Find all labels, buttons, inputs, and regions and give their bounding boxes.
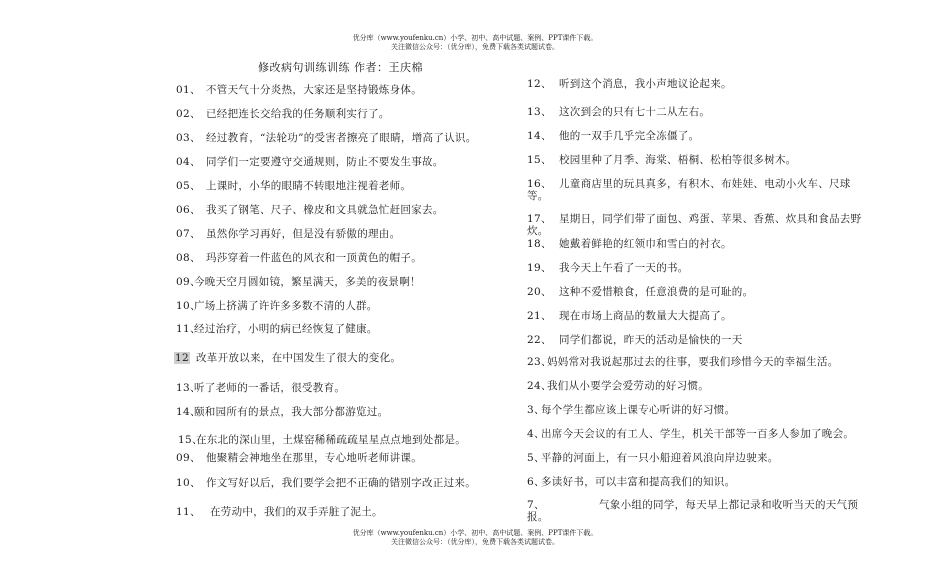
item-text: 上课时，小华的眼睛不转眼地注视着老师。 bbox=[206, 180, 412, 192]
list-item bbox=[527, 380, 709, 392]
list-item bbox=[527, 356, 839, 368]
item-text: 在劳动中，我们的双手弄脏了泥土。 bbox=[210, 506, 383, 518]
item-text: 改革开放以来，在中国发生了很大的变化。 bbox=[195, 352, 402, 364]
item-text: 这种不爱惜粮食，任意浪费的是可耻的。 bbox=[559, 286, 754, 298]
list-item bbox=[174, 352, 401, 364]
item-text: 广场上挤满了许许多多数不清的人群。 bbox=[194, 300, 378, 312]
list-item bbox=[176, 108, 390, 120]
item-text: 作文写好以后，我们要学会把不正确的错别字改正过来。 bbox=[206, 477, 476, 489]
list-item bbox=[176, 252, 422, 264]
item-text: 平静的河面上，有一只小船迎着风浪向岸边驶来。 bbox=[541, 452, 779, 464]
item-number: 08、 bbox=[176, 252, 201, 264]
item-number: 6、 bbox=[527, 476, 545, 488]
list-item bbox=[176, 276, 421, 288]
list-item bbox=[527, 130, 699, 142]
page-header bbox=[0, 34, 950, 52]
item-number: 22、 bbox=[527, 334, 552, 346]
item-number: 23、 bbox=[527, 356, 552, 368]
item-number: 01、 bbox=[176, 84, 201, 96]
item-text: 今晚天空月圆如镜，繁星满天，多美的夜景啊！ bbox=[194, 276, 421, 288]
item-text: 不管天气十分炎热，大家还是坚持锻炼身体。 bbox=[206, 84, 422, 96]
list-item bbox=[527, 404, 735, 416]
item-number: 12、 bbox=[527, 78, 552, 90]
item-number: 09、 bbox=[176, 276, 201, 288]
item-text: 他聚精会神地坐在那里，专心地听老师讲课。 bbox=[206, 452, 422, 464]
list-item bbox=[178, 434, 466, 446]
item-text: 已经把连长交给我的任务顺利实行了。 bbox=[206, 108, 390, 120]
list-item bbox=[176, 204, 444, 216]
item-number: 10、 bbox=[176, 477, 201, 489]
item-text: 气象小组的同学，每天早上都记录和收听当天的天气预报。 bbox=[527, 499, 859, 523]
list-item bbox=[176, 477, 476, 489]
list-item bbox=[527, 154, 797, 166]
list-item bbox=[176, 406, 388, 418]
item-text: 多读好书，可以丰富和提高我们的知识。 bbox=[541, 476, 736, 488]
item-text: 现在市场上商品的数量大大提高了。 bbox=[559, 310, 732, 322]
list-item bbox=[527, 178, 872, 202]
item-number: 18、 bbox=[527, 238, 552, 250]
list-item bbox=[527, 286, 753, 298]
item-number: 13、 bbox=[527, 106, 552, 118]
item-number: 11、 bbox=[176, 323, 201, 335]
item-text: 我们从小要学会爱劳动的好习惯。 bbox=[547, 380, 709, 392]
item-text: 经过教育，“法轮功”的受害者擦亮了眼睛，增高了认识。 bbox=[206, 132, 477, 144]
list-item bbox=[527, 78, 732, 90]
item-text: 星期日，同学们带了面包、鸡蛋、苹果、香蕉、炊具和食品去野炊。 bbox=[527, 213, 862, 237]
item-text: 听到这个消息，我小声地议论起来。 bbox=[559, 78, 732, 90]
list-item bbox=[527, 452, 779, 464]
item-text: 他的一双手几乎完全冻僵了。 bbox=[559, 130, 700, 142]
item-text: 儿童商店里的玩具真多，有积木、布娃娃、电动小火车、尺球等。 bbox=[527, 178, 851, 202]
item-number: 16、 bbox=[527, 178, 552, 190]
item-text: 妈妈常对我说起那过去的往事，要我们珍惜今天的幸福生活。 bbox=[547, 356, 839, 368]
item-number: 21、 bbox=[527, 310, 552, 322]
item-number: 09、 bbox=[176, 452, 201, 464]
item-text: 听了老师的一番话，很受教育。 bbox=[194, 382, 346, 394]
item-number: 07、 bbox=[176, 228, 201, 240]
item-text: 颐和园所有的景点，我大部分都游览过。 bbox=[194, 406, 389, 418]
item-number: 11、 bbox=[176, 506, 201, 518]
item-number: 19、 bbox=[527, 262, 552, 274]
list-item bbox=[176, 382, 345, 394]
list-item bbox=[176, 300, 378, 312]
item-text: 我买了钢笔、尺子、橡皮和文具就急忙赶回家去。 bbox=[206, 204, 444, 216]
item-number: 04、 bbox=[176, 156, 201, 168]
item-number: 06、 bbox=[176, 204, 201, 216]
item-text: 她戴着鲜艳的红领巾和雪白的衬衣。 bbox=[559, 238, 732, 250]
list-item bbox=[176, 180, 411, 192]
list-item bbox=[176, 156, 444, 168]
list-item bbox=[527, 476, 735, 488]
list-item bbox=[176, 132, 477, 144]
list-item bbox=[527, 262, 689, 274]
item-number: 5、 bbox=[527, 452, 545, 464]
item-number: 13、 bbox=[176, 382, 201, 394]
header-line-2: 关注微信公众号：（优分库），免费下载各类试题试卷。 bbox=[391, 43, 559, 51]
item-text: 这次到会的只有七十二从左右。 bbox=[559, 106, 711, 118]
item-number: 20、 bbox=[527, 286, 552, 298]
item-text: 同学们一定要遵守交通规则，防止不要发生事故。 bbox=[206, 156, 444, 168]
item-number: 15、 bbox=[527, 154, 552, 166]
list-item bbox=[527, 310, 732, 322]
footer-line-1: 优分库（www.youfenku.cn）小学、初中、高中试题、案例、PPT课件下载。 bbox=[352, 529, 598, 537]
list-item bbox=[176, 228, 400, 240]
item-text: 校园里种了月季、海棠、梧桐、松柏等很多树木。 bbox=[559, 154, 797, 166]
item-text: 出席今天会议的有工人、学生，机关干部等一百多人参加了晚会。 bbox=[541, 428, 855, 440]
item-number: 4、 bbox=[527, 428, 545, 440]
list-item bbox=[527, 428, 854, 440]
header-line-1: 优分库（www.youfenku.cn）小学、初中、高中试题、案例、PPT课件下载。 bbox=[352, 34, 598, 42]
item-number: 05、 bbox=[176, 180, 201, 192]
item-text: 我今天上午看了一天的书。 bbox=[559, 262, 689, 274]
item-number: 10、 bbox=[176, 300, 201, 312]
item-text: 经过治疗，小明的病已经恢复了健康。 bbox=[194, 323, 378, 335]
page-footer bbox=[0, 529, 950, 547]
list-item bbox=[176, 84, 422, 96]
list-item bbox=[176, 506, 383, 518]
footer-line-2: 关注微信公众号：（优分库），免费下载各类试题试卷。 bbox=[391, 538, 559, 546]
list-item bbox=[176, 323, 378, 335]
item-number: 14、 bbox=[527, 130, 552, 142]
item-number: 7、 bbox=[527, 499, 545, 511]
item-number: 15、 bbox=[178, 434, 203, 446]
item-text: 每个学生都应该上课专心听讲的好习惯。 bbox=[541, 404, 736, 416]
item-text: 虽然你学习再好，但是没有骄傲的理由。 bbox=[206, 228, 401, 240]
list-item bbox=[527, 106, 710, 118]
item-text: 同学们都说，昨天的活动是愉快的一天 bbox=[559, 334, 743, 346]
list-item bbox=[527, 334, 743, 346]
list-item bbox=[527, 499, 872, 523]
item-text: 在东北的深山里，土煤窑稀稀疏疏星星点点地到处都是。 bbox=[196, 434, 466, 446]
document-title: 修改病句训练训练 作者：王庆棉 bbox=[258, 61, 423, 74]
item-number: 24、 bbox=[527, 380, 552, 392]
item-number: 17、 bbox=[527, 213, 552, 225]
list-item bbox=[176, 452, 422, 464]
item-number: 02、 bbox=[176, 108, 201, 120]
item-text: 玛莎穿着一件蓝色的风衣和一顶黄色的帽子。 bbox=[206, 252, 422, 264]
item-number: 3、 bbox=[527, 404, 545, 416]
item-number: 03、 bbox=[176, 132, 201, 144]
list-item bbox=[527, 238, 732, 250]
item-number: 14、 bbox=[176, 406, 201, 418]
list-item bbox=[527, 213, 872, 237]
item-number: 12 bbox=[175, 352, 189, 364]
